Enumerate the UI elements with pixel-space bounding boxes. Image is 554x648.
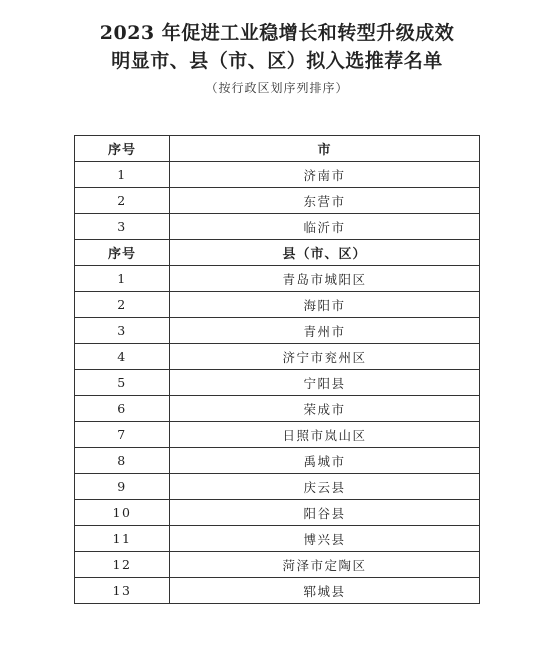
row-name: 济南市 [170,162,480,188]
table-row [75,188,480,214]
row-number: 1 [75,266,170,292]
row-name: 荣成市 [170,396,480,422]
row-name: 东营市 [170,188,480,214]
county-header-row [75,240,480,266]
row-number: 4 [75,344,170,370]
column-header-county: 县（市、区） [170,240,480,266]
row-number: 6 [75,396,170,422]
row-name: 济宁市兖州区 [170,344,480,370]
table-row [75,370,480,396]
row-name: 日照市岚山区 [170,422,480,448]
table-row [75,396,480,422]
row-name: 青岛市城阳区 [170,266,480,292]
table-row [75,344,480,370]
row-name: 海阳市 [170,292,480,318]
row-name: 禹城市 [170,448,480,474]
row-number: 10 [75,500,170,526]
city-header-row [75,136,480,162]
row-number: 2 [75,292,170,318]
document-title-line-2: 明显市、县（市、区）拟入选推荐名单 [111,50,443,72]
row-name: 庆云县 [170,474,480,500]
row-name: 菏泽市定陶区 [170,552,480,578]
table-row [75,214,480,240]
row-number: 9 [75,474,170,500]
table-row [75,422,480,448]
column-header-number: 序号 [75,240,170,266]
row-number: 1 [75,162,170,188]
row-number: 12 [75,552,170,578]
row-number: 2 [75,188,170,214]
table-row [75,552,480,578]
table-row [75,578,480,604]
table-row [75,162,480,188]
document-title-line-1: 2023 年促进工业稳增长和转型升级成效 [99,22,455,44]
document-subtitle: （按行政区划序列排序） [205,81,349,95]
table-row [75,318,480,344]
row-number: 3 [75,318,170,344]
table-row [75,500,480,526]
column-header-number: 序号 [75,136,170,162]
table-row [75,266,480,292]
table-row [75,526,480,552]
row-name: 阳谷县 [170,500,480,526]
recommendation-table [74,135,480,604]
table-row [75,448,480,474]
table-row [75,474,480,500]
row-number: 7 [75,422,170,448]
row-name: 青州市 [170,318,480,344]
row-number: 11 [75,526,170,552]
row-number: 13 [75,578,170,604]
row-name: 博兴县 [170,526,480,552]
row-number: 5 [75,370,170,396]
row-name: 宁阳县 [170,370,480,396]
table-row [75,292,480,318]
row-number: 8 [75,448,170,474]
row-name: 临沂市 [170,214,480,240]
row-name: 郓城县 [170,578,480,604]
column-header-city: 市 [170,136,480,162]
row-number: 3 [75,214,170,240]
